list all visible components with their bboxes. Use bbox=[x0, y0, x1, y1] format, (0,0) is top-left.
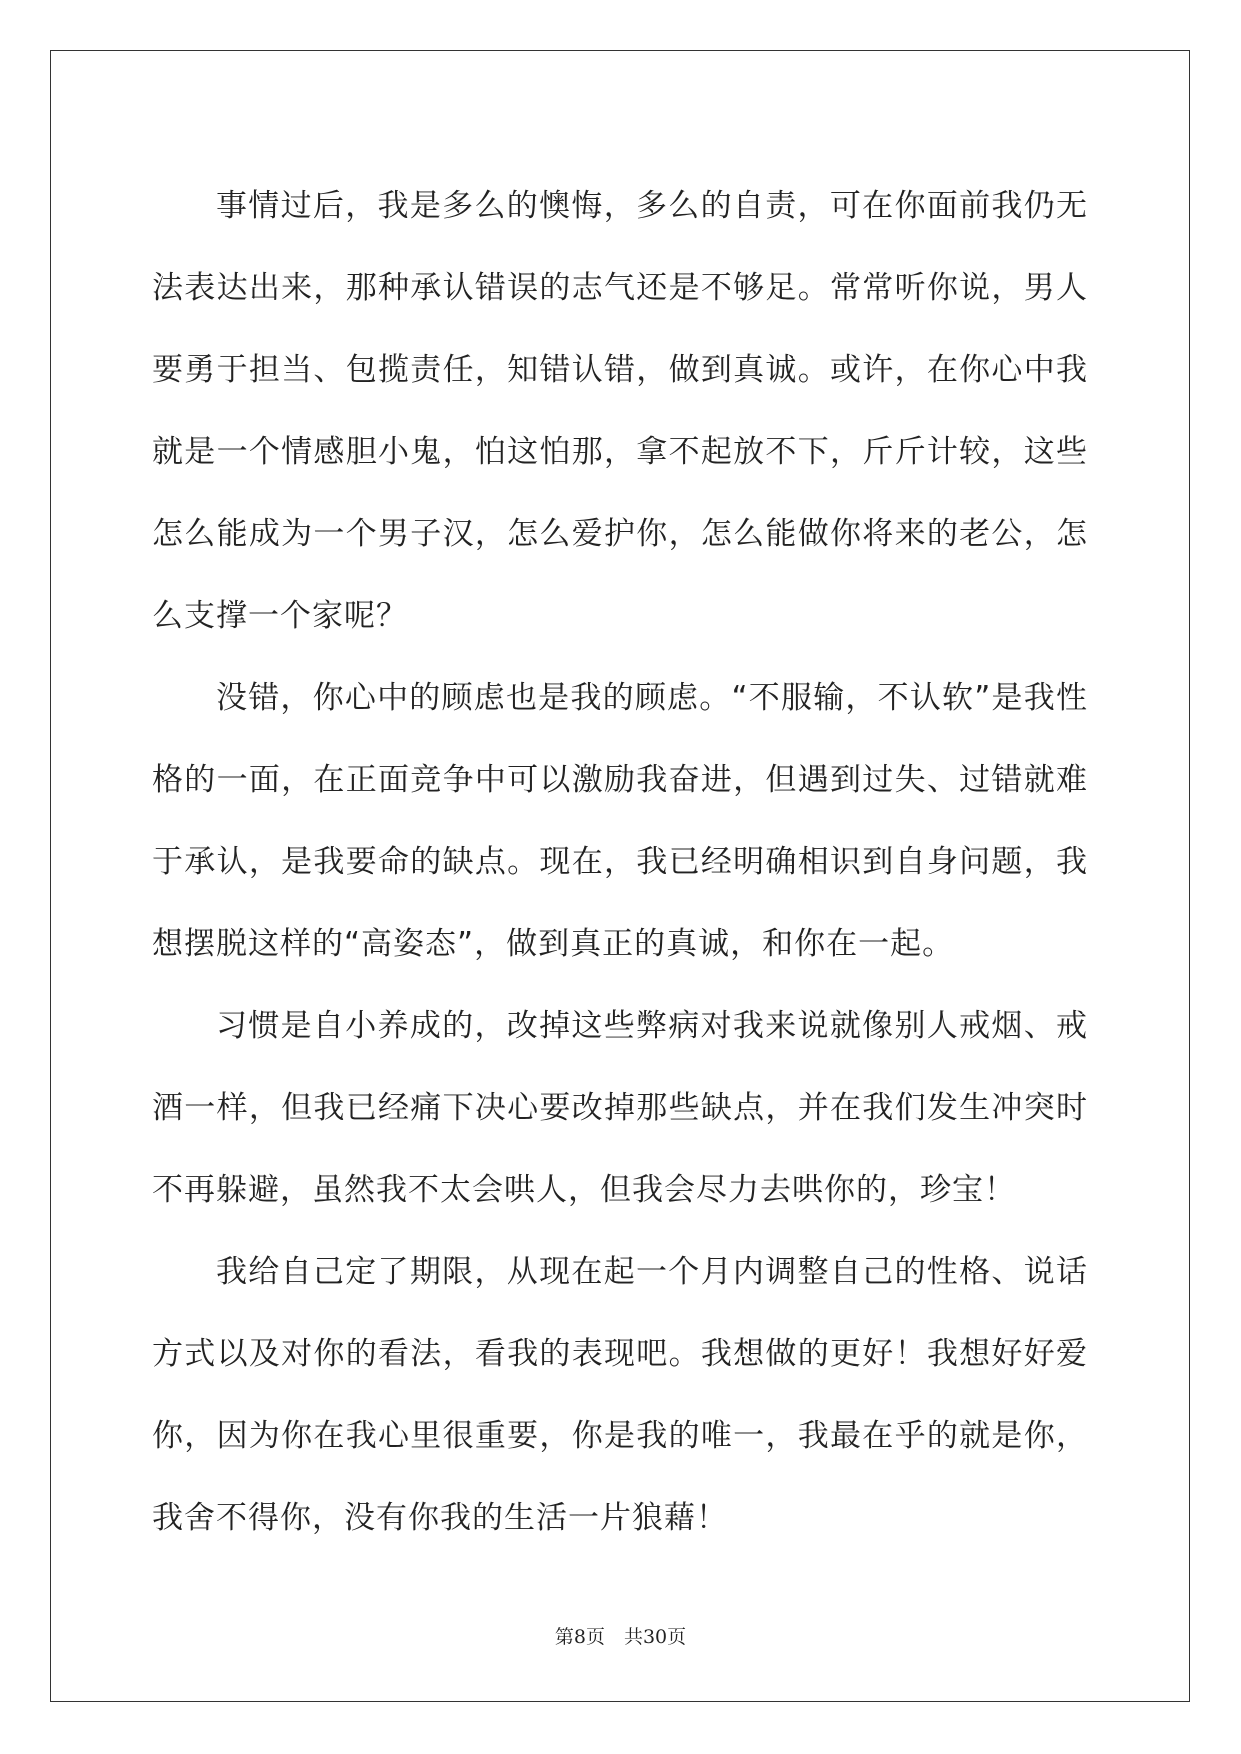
paragraph-2: 没错，你心中的顾虑也是我的顾虑。“不服输，不认软”是我性格的一面，在正面竞争中可以激励我奋进，但遇到过失、过错就难于承认，是我要命的缺点。现在，我已经明确相识到自身问题，我想摆脱这样的“高姿态”，做到真正的真诚，和你在一起。 bbox=[152, 680, 1088, 962]
paragraph-3: 习惯是自小养成的，改掉这些弊病对我来说就像别人戒烟、戒酒一样，但我已经痛下决心要改掉那些缺点，并在我们发生冲突时不再躲避，虽然我不太会哄人，但我会尽力去哄你的，珍宝！ bbox=[152, 1008, 1088, 1208]
paragraph-1: 事情过后，我是多么的懊悔，多么的自责，可在你面前我仍无法表达出来，那种承认错误的志气还是不够足。常常听你说，男人要勇于担当、包揽责任，知错认错，做到真诚。或许，在你心中我就是一个情感胆小鬼，怕这怕那，拿不起放不下，斤斤计较，这些怎么能成为一个男子汉，怎么爱护你，怎么能做你将来的老公，怎么支撑一个家呢？ bbox=[152, 188, 1088, 634]
page-number-footer: 第8页 共30页 bbox=[554, 1626, 687, 1648]
document-body bbox=[152, 165, 1088, 1559]
paragraph-4: 我给自己定了期限，从现在起一个月内调整自己的性格、说话方式以及对你的看法，看我的表现吧。我想做的更好！我想好好爱你，因为你在我心里很重要，你是我的唯一，我最在乎的就是你，我舍不得你，没有你我的生活一片狼藉！ bbox=[152, 1254, 1088, 1536]
